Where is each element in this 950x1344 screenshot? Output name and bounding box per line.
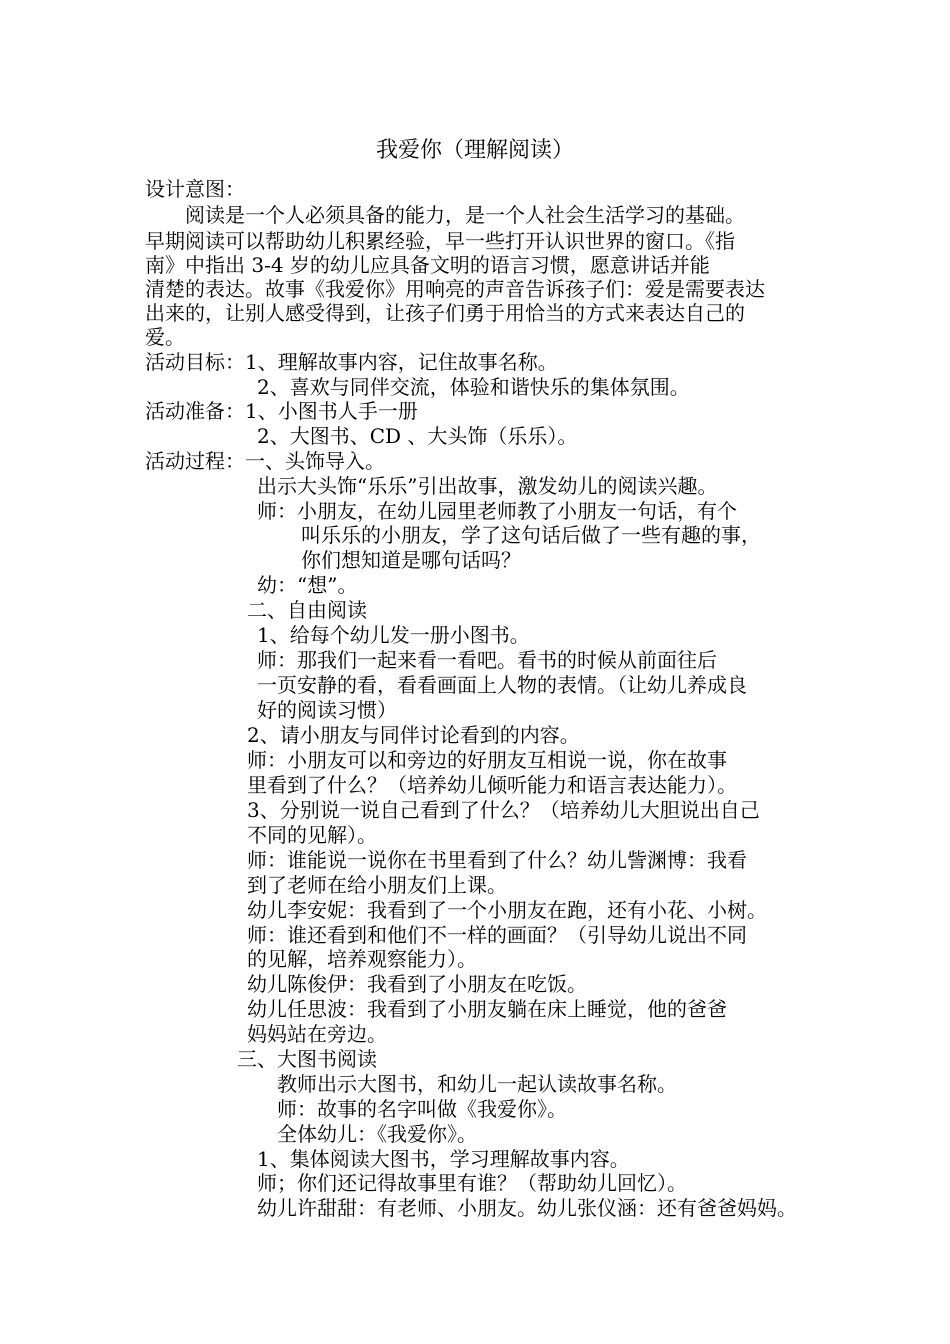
activity-goals-line: 2、喜欢与同伴交流，体验和谐快乐的集体氛围。 [257,375,690,399]
process-line: 教师出示大图书，和幼儿一起认读故事名称。 [277,1072,677,1096]
process-line: 幼：“想”。 [257,573,358,597]
process-line: 师：谁还看到和他们不一样的画面？（引导幼儿说出不同 [247,923,747,947]
paragraph-line: 早期阅读可以帮助幼儿积累经验，早一些打开认识世界的窗口。《指 [145,229,735,253]
process-line: 一页安静的看，看看画面上人物的表情。（让幼儿养成良 [257,673,747,697]
process-line: 叫乐乐的小朋友，学了这句话后做了一些有趣的事， [301,523,761,547]
paragraph-line: 出来的，让别人感受得到，让孩子们勇于用恰当的方式来表达自己的 [145,301,745,325]
paragraph-line: 爱。 [145,325,185,349]
process-line: 出示大头饰“乐乐”引出故事，激发幼儿的阅读兴趣。 [257,474,718,498]
process-line: 师：小朋友，在幼儿园里老师教了小朋友一句话，有个 [257,499,737,523]
process-line: 里看到了什么？（培养幼儿倾听能力和语言表达能力）。 [247,773,737,797]
section-heading-free-reading: 二、自由阅读 [247,598,367,622]
process-line: 3、分别说一说自己看到了什么？（培养幼儿大胆说出自己 [247,798,760,822]
process-line: 的见解，培养观察能力）。 [247,947,477,971]
process-line: 1、给每个幼儿发一册小图书。 [257,623,530,647]
activity-prep-line: 2、大图书、CD 、大头饰（乐乐）。 [257,424,578,448]
process-line: 幼儿许甜甜：有老师、小朋友。幼儿张仪涵：还有爸爸妈妈。 [257,1196,797,1220]
activity-prep-line: 活动准备：1、小图书人手一册 [145,399,418,423]
process-line: 师；你们还记得故事里有谁？（帮助幼儿回忆）。 [257,1171,687,1195]
process-line: 幼儿任思波：我看到了小朋友躺在床上睡觉，他的爸爸 [247,997,727,1021]
process-line: 你们想知道是哪句话吗？ [301,548,521,572]
activity-goals-line: 活动目标：1、理解故事内容，记住故事名称。 [145,350,558,374]
process-line: 2、请小朋友与同伴讨论看到的内容。 [247,723,580,747]
process-line: 幼儿陈俊伊：我看到了小朋友在吃饭。 [247,972,587,996]
paragraph-line: 阅读是一个人必须具备的能力，是一个人社会生活学习的基础。 [185,203,745,227]
paragraph-line: 清楚的表达。故事《我爱你》用响亮的声音告诉孩子们：爱是需要表达 [145,277,765,301]
process-line: 到了老师在给小朋友们上课。 [247,873,507,897]
paragraph-line: 南》中指出 3-4 岁的幼儿应具备文明的语言习惯，愿意讲话并能 [145,253,710,277]
process-line: 妈妈站在旁边。 [247,1022,387,1046]
process-line: 师：小朋友可以和旁边的好朋友互相说一说，你在故事 [247,748,727,772]
process-line: 幼儿李安妮：我看到了一个小朋友在跑，还有小花、小树。 [247,898,767,922]
activity-process-line: 活动过程：一、头饰导入。 [145,449,385,473]
section-heading-big-book: 三、大图书阅读 [237,1047,377,1071]
process-line: 好的阅读习惯） [257,698,397,722]
process-line: 1、集体阅读大图书，学习理解故事内容。 [257,1147,630,1171]
process-line: 师：那我们一起来看一看吧。看书的时候从前面往后 [257,648,717,672]
section-heading-design-intent: 设计意图： [145,177,245,201]
process-line: 全体幼儿：《我爱你》。 [277,1122,477,1146]
process-line: 师：故事的名字叫做《我爱你》。 [277,1097,567,1121]
document-title: 我爱你（理解阅读） [375,138,574,163]
process-line: 不同的见解）。 [247,823,377,847]
process-line: 师：谁能说一说你在书里看到了什么？幼儿訾渊博：我看 [247,848,747,872]
